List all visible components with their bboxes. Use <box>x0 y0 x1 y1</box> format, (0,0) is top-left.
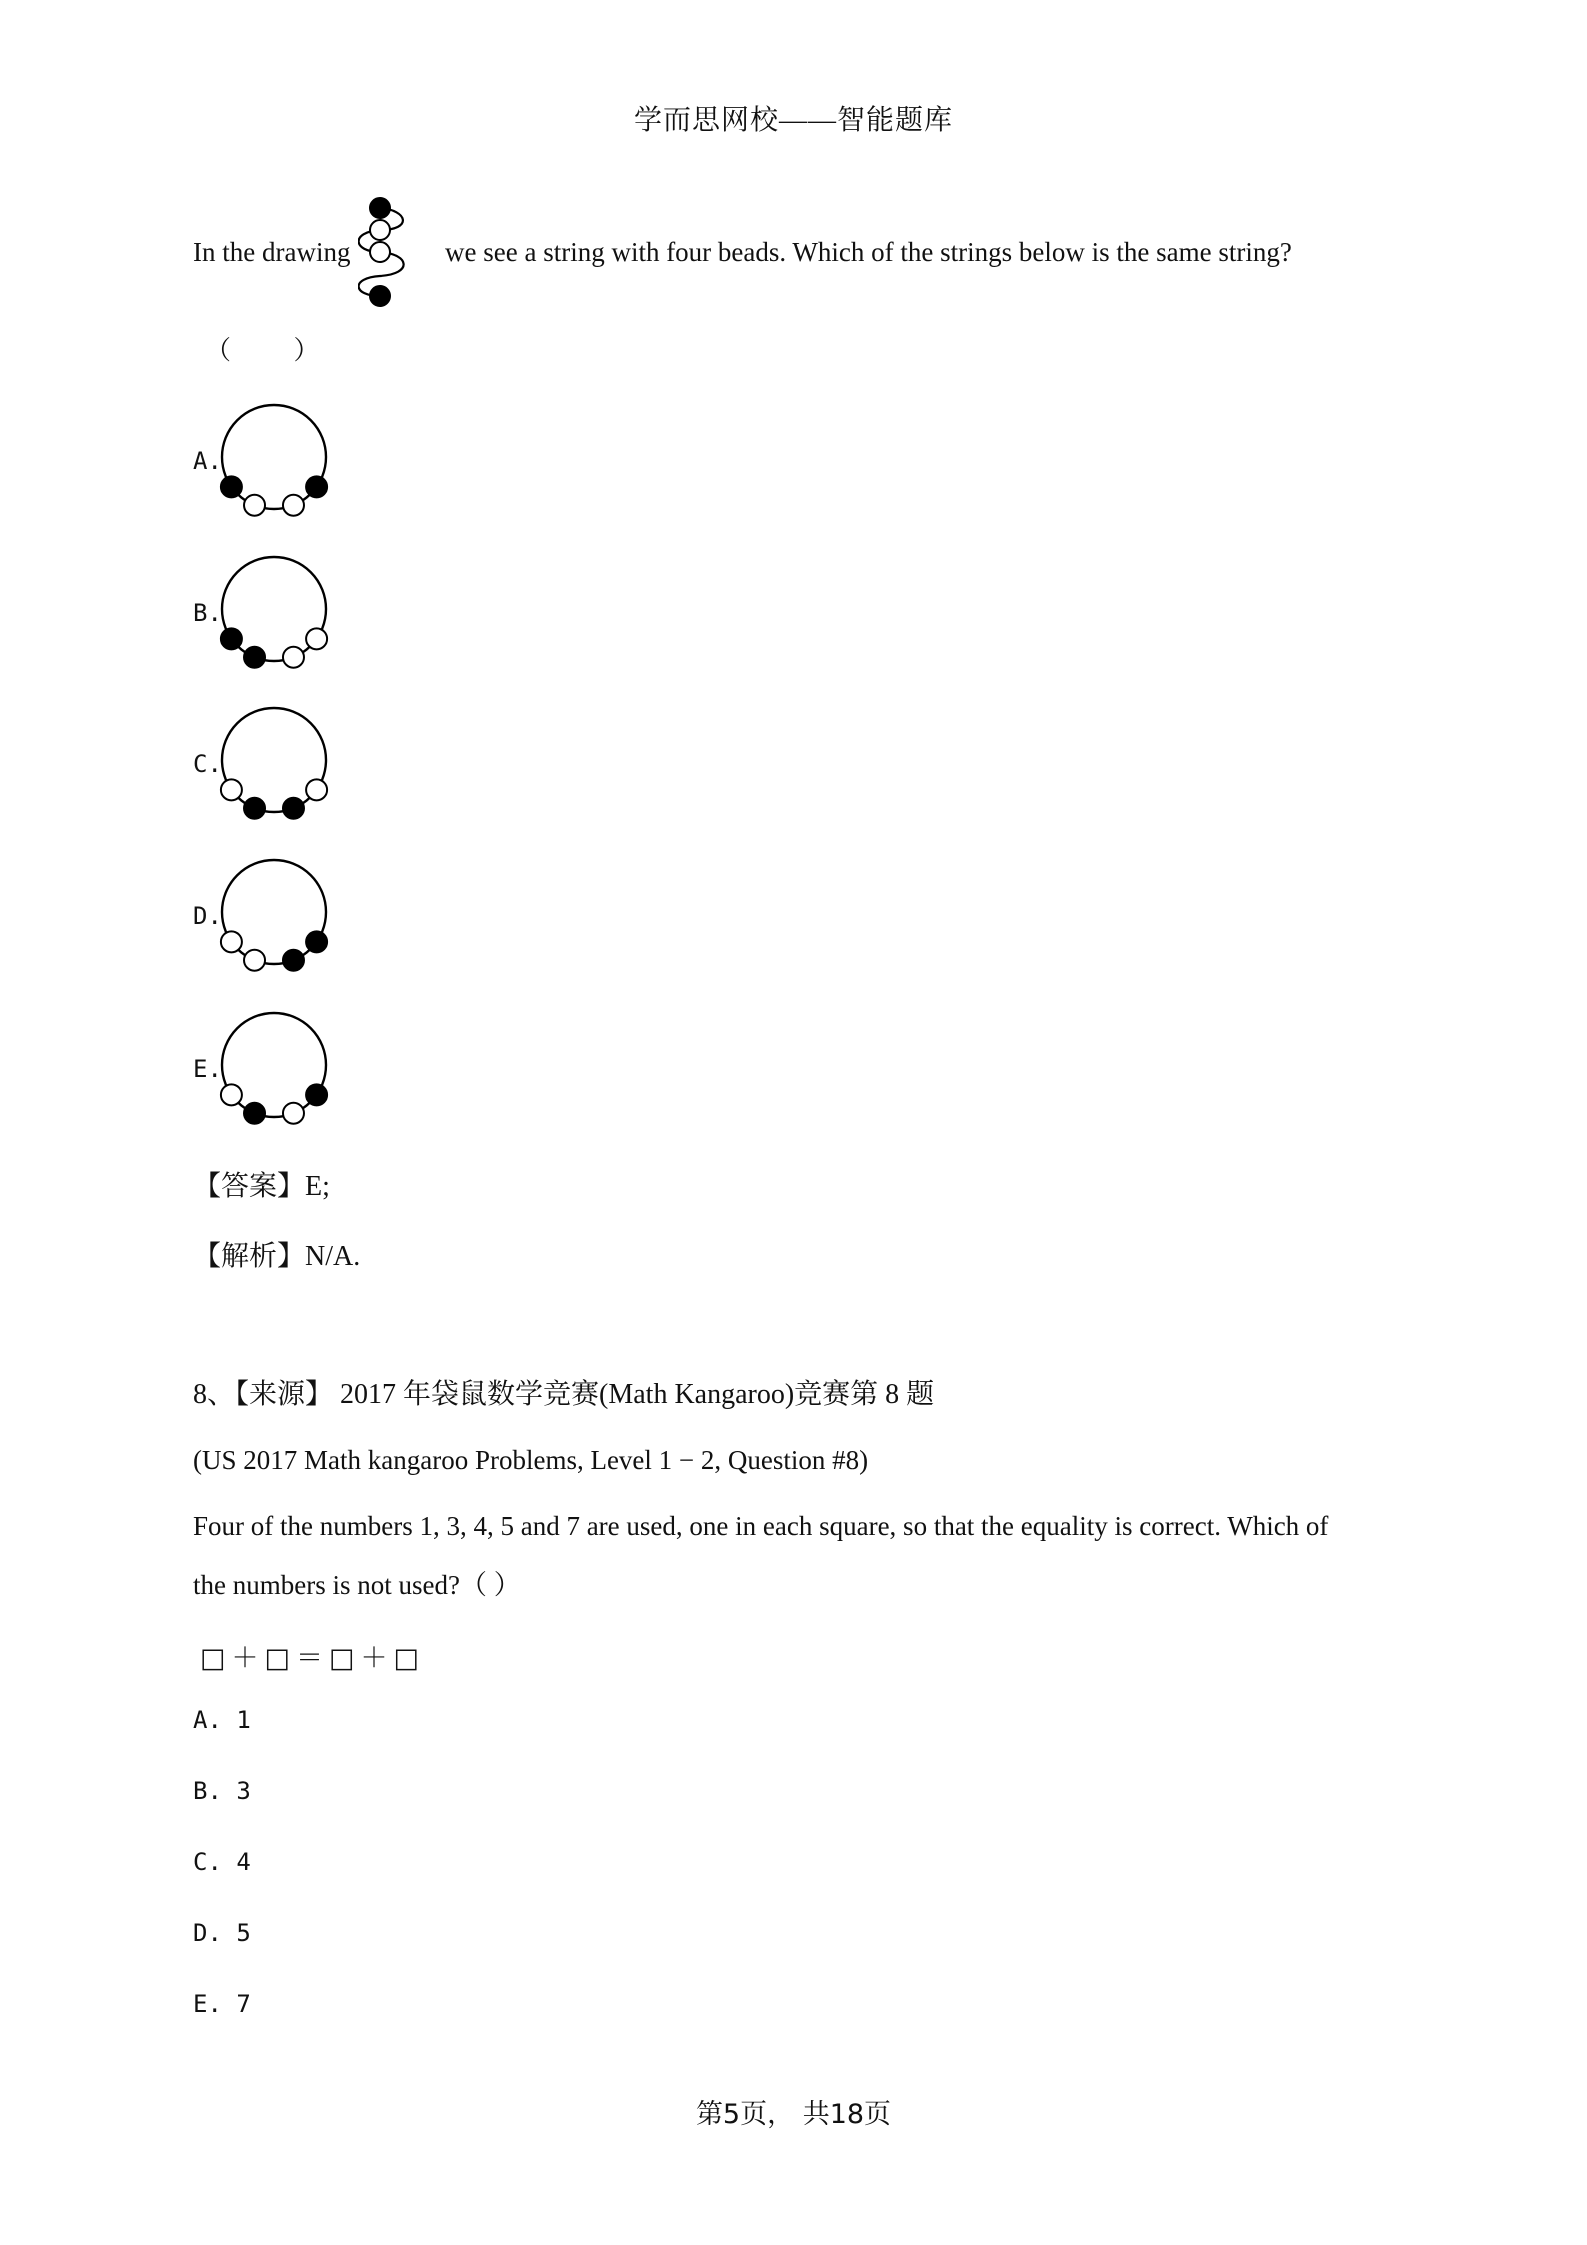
bead-string-figure <box>358 196 418 308</box>
question-number: 8、 <box>193 1379 236 1410</box>
option-e-figure <box>218 1008 338 1133</box>
q8-option-c-label: C. <box>193 1848 222 1876</box>
question8-text-line1: Four of the numbers 1, 3, 4, 5 and 7 are used, one in each square, so that the equality is correct. Which of <box>193 1511 1329 1541</box>
white-bead <box>306 628 327 649</box>
source-value: 2017 年袋鼠数学竞赛(Math Kangaroo)竞赛第 8 题 <box>340 1379 935 1410</box>
option-a-label: A. <box>193 447 222 475</box>
option-e-label: E. <box>193 1055 222 1083</box>
q8-option-a-value: 1 <box>236 1706 251 1734</box>
white-bead <box>221 931 242 952</box>
black-bead <box>221 628 242 649</box>
black-bead <box>306 931 327 952</box>
q8-option-c <box>193 1848 251 1876</box>
black-bead <box>244 647 265 668</box>
page-footer: 第5页， 共18页 <box>695 2099 892 2130</box>
q8-option-d <box>193 1919 251 1947</box>
white-bead <box>221 1084 242 1105</box>
option-d-figure <box>218 855 338 980</box>
white-bead <box>244 495 265 516</box>
black-bead <box>306 1084 327 1105</box>
question7-text-after: we see a string with four beads. Which of the strings below is the same string? <box>445 237 1292 267</box>
option-c-label: C. <box>193 750 222 778</box>
question8-source-line <box>193 1372 934 1412</box>
q8-option-d-value: 5 <box>236 1919 251 1947</box>
white-bead <box>244 950 265 971</box>
question8-subtitle: (US 2017 Math kangaroo Problems, Level 1 − 2, Question #8) <box>193 1445 869 1475</box>
source-label: 【来源】 <box>235 1379 334 1410</box>
white-bead <box>306 779 327 800</box>
analysis-line <box>193 1234 360 1274</box>
question7-text-before: In the drawing <box>193 237 351 267</box>
q8-option-b <box>193 1777 251 1805</box>
black-bead <box>306 476 327 497</box>
option-b-label: B. <box>193 599 222 627</box>
answer-label: 【答案】 <box>193 1171 306 1202</box>
q8-option-c-value: 4 <box>236 1848 251 1876</box>
white-bead <box>283 495 304 516</box>
q8-option-e-value: 7 <box>236 1990 251 2018</box>
answer-paren: （ ） <box>205 336 348 365</box>
analysis-value: N/A. <box>305 1241 361 1272</box>
black-bead <box>221 476 242 497</box>
black-bead <box>244 1103 265 1124</box>
white-bead <box>283 647 304 668</box>
equation: □＋□＝□＋□ <box>200 1643 426 1674</box>
white-bead <box>283 1103 304 1124</box>
q8-option-b-label: B. <box>193 1777 222 1805</box>
black-bead <box>283 950 304 971</box>
answer-value: E; <box>305 1171 330 1202</box>
option-b-figure <box>218 552 338 677</box>
option-c-figure <box>218 703 338 828</box>
white-bead <box>221 779 242 800</box>
q8-option-e-label: E. <box>193 1990 222 2018</box>
option-a-figure <box>218 400 338 525</box>
black-bead <box>244 798 265 819</box>
option-d-label: D. <box>193 902 222 930</box>
question8-text-line2: the numbers is not used?（ ） <box>193 1570 521 1600</box>
analysis-label: 【解析】 <box>193 1241 306 1272</box>
q8-option-a <box>193 1706 251 1734</box>
answer-line <box>193 1164 330 1204</box>
q8-option-e <box>193 1990 251 2018</box>
q8-option-b-value: 3 <box>236 1777 251 1805</box>
page-header: 学而思网校——智能题库 <box>633 105 953 136</box>
q8-option-a-label: A. <box>193 1706 222 1734</box>
black-bead <box>283 798 304 819</box>
q8-option-d-label: D. <box>193 1919 222 1947</box>
